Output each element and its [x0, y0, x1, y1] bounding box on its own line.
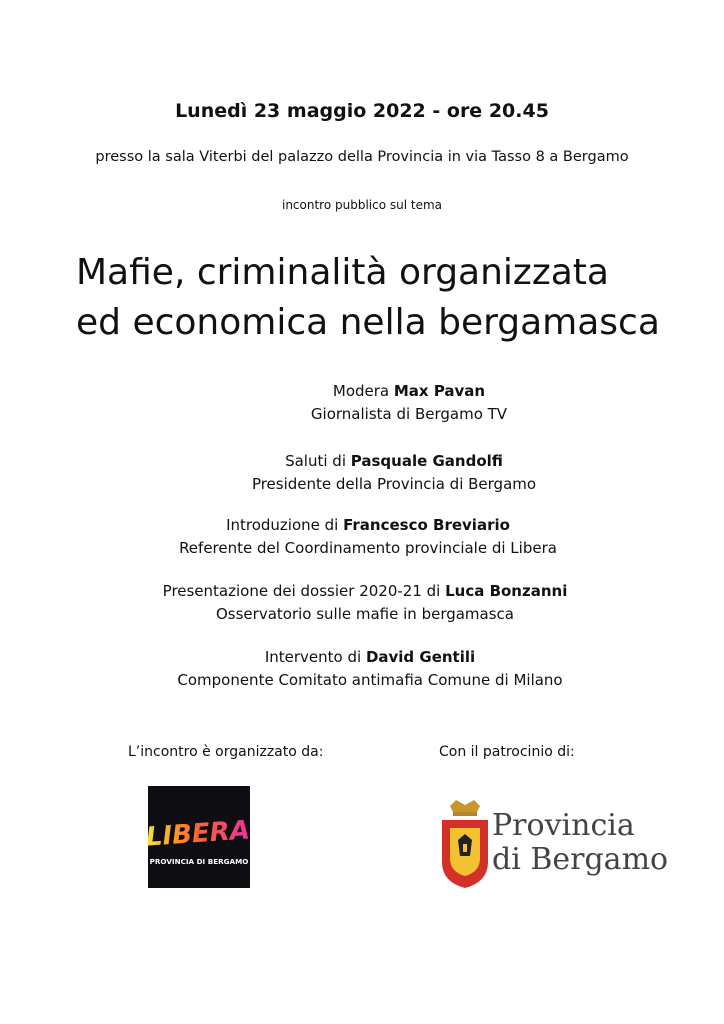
- speaker-name: Luca Bonzanni: [445, 582, 568, 600]
- speaker-block: [3, 580, 724, 626]
- province-shield-icon: [440, 800, 490, 890]
- speaker-block: [47, 380, 724, 426]
- libera-logo-text: LIBERA: [148, 815, 250, 853]
- event-title: [76, 248, 660, 348]
- speaker-prefix: Introduzione di: [226, 516, 344, 534]
- provincia-logo: [440, 800, 680, 890]
- intro-text: incontro pubblico sul tema: [281, 198, 443, 212]
- provincia-logo-line-1: Provincia: [492, 808, 635, 843]
- provincia-logo-line-2: di Bergamo: [492, 842, 669, 877]
- event-date: Lunedì 23 maggio 2022 - ore 20.45: [175, 100, 549, 122]
- title-line-1: Mafie, criminalità organizzata: [76, 252, 609, 293]
- speaker-block: [6, 514, 724, 560]
- title-line-2: ed economica nella bergamasca: [76, 302, 660, 343]
- speaker-name: David Gentili: [365, 648, 476, 666]
- speaker-role: Componente Comitato antimafia Comune di Milano: [177, 671, 563, 689]
- speaker-name: Francesco Breviario: [343, 516, 510, 534]
- patronage-label: Con il patrocinio di:: [439, 744, 575, 760]
- speaker-name: Max Pavan: [393, 382, 486, 400]
- speaker-role: Presidente della Provincia di Bergamo: [251, 475, 537, 493]
- libera-logo-subtitle: PROVINCIA DI BERGAMO: [149, 857, 249, 866]
- event-venue: presso la sala Viterbi del palazzo della Provincia in via Tasso 8 a Bergamo: [95, 149, 629, 165]
- speaker-prefix: Intervento di: [264, 648, 366, 666]
- speaker-role: Referente del Coordinamento provinciale di Libera: [179, 539, 557, 557]
- speaker-name: Pasquale Gandolfi: [350, 452, 503, 470]
- speaker-role: Giornalista di Bergamo TV: [310, 405, 508, 423]
- speaker-prefix: Modera: [332, 382, 394, 400]
- speaker-role: Osservatorio sulle mafie in bergamasca: [215, 605, 514, 623]
- speaker-block: [8, 646, 724, 692]
- speaker-prefix: Saluti di: [285, 452, 351, 470]
- organizer-label: L’incontro è organizzato da:: [128, 744, 324, 760]
- libera-logo: [148, 786, 250, 888]
- speaker-block: [32, 450, 724, 496]
- speaker-prefix: Presentazione dei dossier 2020-21 di: [162, 582, 446, 600]
